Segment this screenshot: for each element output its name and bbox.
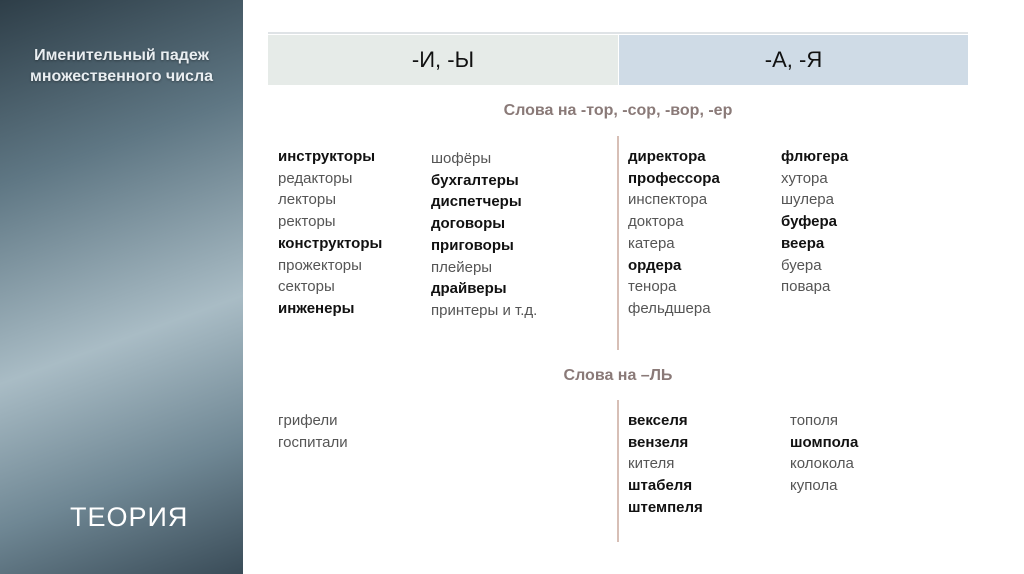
word-item: грифели xyxy=(278,412,338,429)
s2-col1 xyxy=(278,410,348,453)
word-item: договоры xyxy=(431,215,506,233)
word-item: принтеры и т.д. xyxy=(431,301,538,319)
s2-col4 xyxy=(790,410,858,497)
word-item: диспетчеры xyxy=(431,193,522,211)
s1-col4 xyxy=(781,146,848,298)
section-label-theory: ТЕОРИЯ xyxy=(70,502,189,532)
word-item: шофёры xyxy=(431,150,492,167)
s1-col3 xyxy=(628,146,720,320)
word-item: купола xyxy=(790,477,838,495)
word-item: ордера xyxy=(628,256,682,274)
word-item: профессора xyxy=(628,169,720,187)
sidebar-title-line2: множественного числа xyxy=(30,68,213,85)
word-item: конструкторы xyxy=(278,234,383,252)
word-item: векселя xyxy=(628,412,688,429)
word-item: доктора xyxy=(628,213,684,231)
word-item: лекторы xyxy=(278,191,336,209)
word-item: тенора xyxy=(628,278,677,296)
word-item: инструкторы xyxy=(278,148,376,165)
word-item: шомпола xyxy=(790,433,859,451)
column-divider-1 xyxy=(617,136,619,350)
word-item: ректоры xyxy=(278,213,336,231)
word-item: редакторы xyxy=(278,169,353,187)
word-item: приговоры xyxy=(431,236,514,254)
word-item: буфера xyxy=(781,213,837,231)
word-item: флюгера xyxy=(781,148,849,165)
word-item: госпитали xyxy=(278,433,348,451)
header-ending-i-y: -И, -Ы xyxy=(268,35,618,85)
word-item: прожекторы xyxy=(278,256,362,274)
word-item: директора xyxy=(628,148,706,165)
word-item: буера xyxy=(781,256,822,274)
s1-col2 xyxy=(431,148,537,322)
word-item: хутора xyxy=(781,169,828,187)
sidebar-title-line1: Именительный падеж xyxy=(34,47,209,64)
word-item: плейеры xyxy=(431,258,493,276)
word-item: фельдшера xyxy=(628,299,711,317)
word-item: повара xyxy=(781,278,831,296)
word-item: инспектора xyxy=(628,191,708,209)
word-item: драйверы xyxy=(431,280,507,298)
column-divider-2 xyxy=(617,400,619,542)
s1-col1 xyxy=(278,146,382,320)
header-ending-a-ya: -А, -Я xyxy=(619,35,968,85)
word-item: колокола xyxy=(790,455,854,473)
section-title-l: Слова на –ЛЬ xyxy=(563,367,673,384)
word-item: кителя xyxy=(628,455,675,473)
word-item: инженеры xyxy=(278,299,355,317)
word-item: штабеля xyxy=(628,477,693,495)
word-item: шулера xyxy=(781,191,834,209)
word-item: секторы xyxy=(278,278,335,296)
word-item: веера xyxy=(781,234,825,252)
word-item: катера xyxy=(628,234,675,252)
word-item: тополя xyxy=(790,412,839,429)
word-item: штемпеля xyxy=(628,498,703,516)
sidebar-panel xyxy=(0,0,243,574)
header-top-line xyxy=(268,32,968,34)
word-item: вензеля xyxy=(628,433,689,451)
section-title-tor-sor: Слова на -тор, -сор, -вор, -ер xyxy=(503,102,733,119)
word-item: бухгалтеры xyxy=(431,171,519,189)
sidebar-title xyxy=(0,45,243,87)
s2-col3 xyxy=(628,410,703,519)
